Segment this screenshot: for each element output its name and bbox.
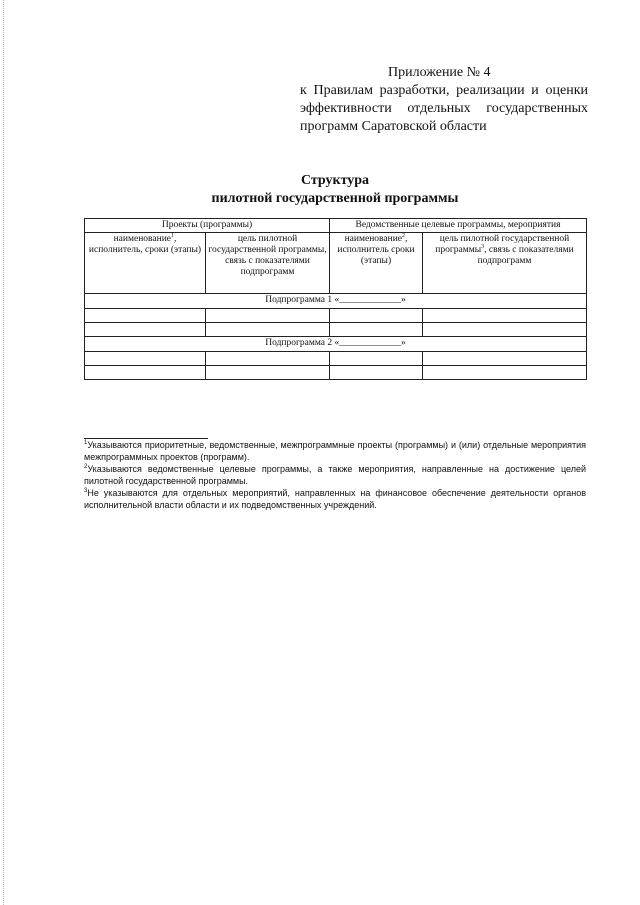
table-cell xyxy=(206,366,330,380)
footnote-mark: 2 xyxy=(84,464,88,470)
group-departmental: Ведомственные целевые программы, мероприятия xyxy=(330,219,587,233)
group-projects: Проекты (программы) xyxy=(85,219,330,233)
table-row xyxy=(85,309,587,323)
table-cell xyxy=(330,309,423,323)
table-cell xyxy=(423,323,587,337)
header-col-1-text: наименование xyxy=(113,234,172,244)
title-line-2: пилотной государственной программы xyxy=(211,191,459,206)
footnote-1 xyxy=(84,440,586,463)
document-title xyxy=(84,172,586,208)
footnote-text: Указываются приоритетные, ведомственные, межпрограммные проекты (программы) и (или) отдельные мероприятия межпрограммных проектов (программ). xyxy=(84,440,586,462)
header-col-4 xyxy=(423,233,587,294)
footnote-divider xyxy=(84,438,208,439)
table-cell xyxy=(206,323,330,337)
footnote-ref-2: 2 xyxy=(402,232,406,239)
header-col-1-rest: , исполнитель, сроки (этапы) xyxy=(88,234,202,255)
table-row xyxy=(85,366,587,380)
header-col-3 xyxy=(330,233,423,294)
subprogram-row xyxy=(85,294,587,309)
table-cell xyxy=(85,352,206,366)
header-col-2: цель пилотной государственной программы, связь с показателями подпрограмм xyxy=(206,233,330,294)
header-col-4-text: цель пилотной государственной программы xyxy=(435,234,570,255)
footnote-text: Не указываются для отдельных мероприятий, направленных на финансовое обеспечение деятельности органов исполнительной власти области и их подведомственных учреждений. xyxy=(84,488,586,510)
table-cell xyxy=(330,366,423,380)
table-row xyxy=(85,323,587,337)
table-cell xyxy=(330,352,423,366)
header-col-4-rest: , связь с показателями подпрограмм xyxy=(477,245,574,266)
table-cell xyxy=(423,366,587,380)
header-col-1 xyxy=(85,233,206,294)
annex-header xyxy=(300,64,588,136)
subprogram-1: Подпрограмма 1 «_____________» xyxy=(85,294,587,309)
table-cell xyxy=(85,366,206,380)
table-header-row xyxy=(85,233,587,294)
table-cell xyxy=(330,323,423,337)
footnote-ref-1: 1 xyxy=(171,232,175,239)
table-cell xyxy=(423,352,587,366)
structure-table xyxy=(84,218,587,380)
footnote-2 xyxy=(84,464,586,487)
table-group-row xyxy=(85,219,587,233)
footnote-3 xyxy=(84,488,586,511)
header-col-3-rest: , исполнитель сроки (этапы) xyxy=(337,234,415,266)
footnote-ref-3: 3 xyxy=(481,243,485,250)
table-cell xyxy=(85,309,206,323)
subprogram-row xyxy=(85,337,587,352)
table-cell xyxy=(85,323,206,337)
table-cell xyxy=(206,352,330,366)
footnotes xyxy=(84,440,586,512)
annex-number: Приложение № 4 xyxy=(388,65,491,80)
scan-edge xyxy=(3,0,5,905)
title-line-1: Структура xyxy=(300,173,370,188)
footnote-text: Указываются ведомственные целевые программы, а также мероприятия, направленные на достижение целей пилотной государственной программы. xyxy=(84,464,586,486)
table-cell xyxy=(206,309,330,323)
table-row xyxy=(85,352,587,366)
footnote-mark: 1 xyxy=(84,440,88,446)
header-col-3-text: наименование xyxy=(344,234,403,244)
annex-body: к Правилам разработки, реализации и оценки эффективности отдельных государственных программ Саратовской области xyxy=(300,83,588,134)
table-cell xyxy=(423,309,587,323)
subprogram-2: Подпрограмма 2 «_____________» xyxy=(85,337,587,352)
footnote-mark: 3 xyxy=(84,488,88,494)
